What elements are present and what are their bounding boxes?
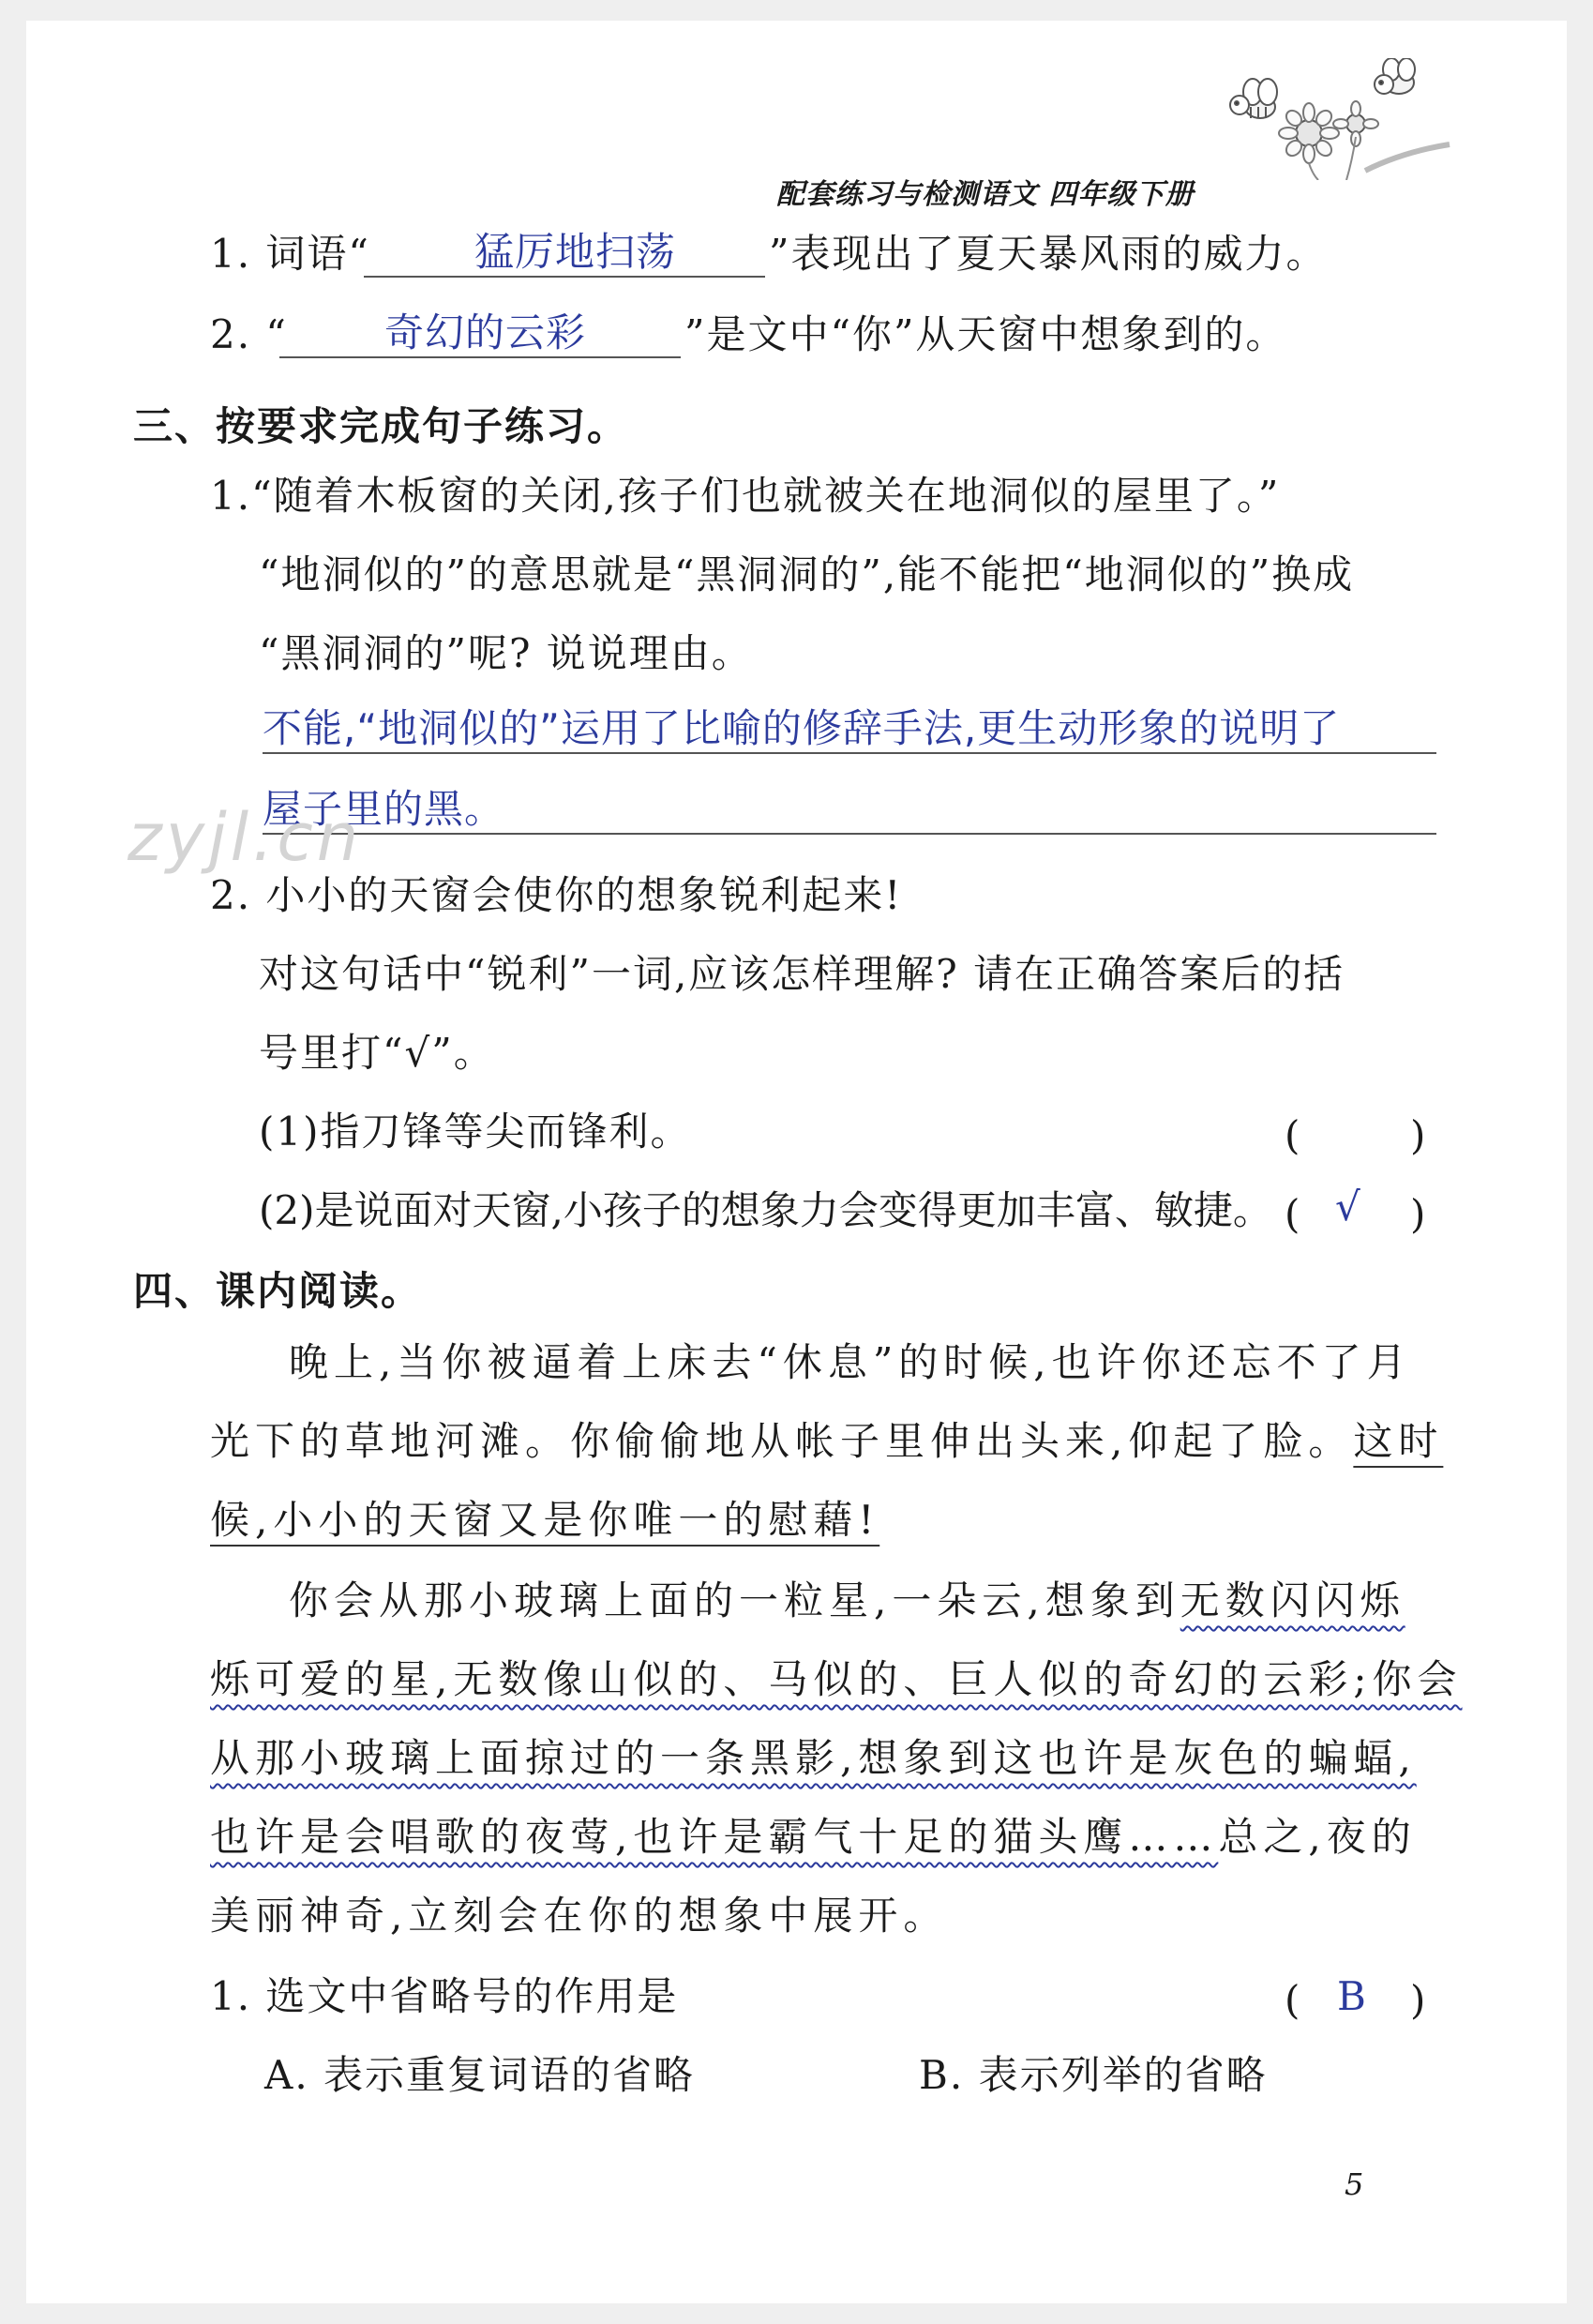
answer-blank-2	[279, 356, 681, 358]
fill-answer-2: 奇幻的云彩	[384, 309, 587, 355]
passage-p1-line3	[210, 1497, 880, 1543]
fill-answer-1: 猛厉地扫荡	[474, 229, 677, 275]
s3-q2-line3: 号里打“√”。	[259, 1030, 495, 1076]
fill-question-2-suffix: ”是文中“你”从天窗中想象到的。	[684, 311, 1287, 357]
passage-p2-line1-text: 你会从那小玻璃上面的一粒星,一朵云,想象到	[289, 1577, 1180, 1623]
passage-p2-line4	[210, 1814, 1417, 1860]
s4-q1-answer: B	[1337, 1973, 1367, 2019]
answer-line-1	[263, 752, 1436, 754]
option1-answer-bracket-close: )	[1410, 1112, 1426, 1158]
option2-check-mark: √	[1335, 1184, 1361, 1230]
passage-p2-line4-text: 总之,夜的	[1218, 1814, 1417, 1860]
wavy-underlined-start: 无数闪闪烁	[1180, 1577, 1405, 1623]
option1-answer-bracket: (	[1285, 1112, 1300, 1158]
s3-q1-line1: 1.“随着木板窗的关闭,孩子们也就被关在地洞似的屋里了。”	[210, 473, 1281, 519]
s3-q1-line3: “黑洞洞的”呢? 说说理由。	[259, 630, 753, 676]
s4-q1-bracket-close: )	[1410, 1977, 1426, 2023]
s4-q1-text: 1. 选文中省略号的作用是	[210, 1973, 679, 2019]
option2-answer-bracket-close: )	[1410, 1191, 1426, 1237]
fill-question-1-prefix: 1. 词语“	[210, 231, 370, 277]
passage-p1-line1: 晚上,当你被逼着上床去“休息”的时候,也许你还忘不了月	[289, 1339, 1412, 1385]
passage-p2-line5: 美丽神奇,立刻会在你的想象中展开。	[210, 1893, 949, 1939]
s4-q1-option-b: B. 表示列举的省略	[919, 2052, 1268, 2098]
s3-q2-line2: 对这句话中“锐利”一词,应该怎样理解? 请在正确答案后的括	[259, 951, 1345, 997]
section-4-heading: 四、课内阅读。	[133, 1268, 423, 1314]
s3-q2-option2: (2)是说面对天窗,小孩子的想象力会变得更加丰富、敏捷。	[259, 1187, 1272, 1233]
page-number: 5	[1345, 2166, 1364, 2202]
fill-question-2-prefix: 2. “	[210, 311, 288, 357]
passage-p1-line2	[210, 1418, 1444, 1464]
wavy-underlined-line2: 烁可爱的星,无数像山似的、马似的、巨人似的奇幻的云彩;你会	[210, 1656, 1463, 1702]
underlined-sentence-start: 这时	[1353, 1418, 1444, 1464]
watermark: zyjl.cn	[128, 799, 363, 876]
passage-p2-line3	[210, 1735, 1417, 1781]
header-title: 配套练习与检测语文 四年级下册	[776, 178, 1195, 211]
underlined-sentence-end: 候,小小的天窗又是你唯一的慰藉!	[210, 1497, 880, 1543]
answer-line-2	[263, 833, 1436, 835]
workbook-page	[26, 21, 1567, 2303]
option2-answer-bracket: (	[1285, 1191, 1300, 1237]
answer-blank-1	[364, 276, 765, 278]
fill-question-1-suffix: ”表现出了夏天暴风雨的威力。	[769, 231, 1328, 277]
wavy-underlined-line3: 从那小玻璃上面掠过的一条黑影,想象到这也许是灰色的蝙蝠,	[210, 1735, 1417, 1781]
bee-flower-icon	[1215, 58, 1459, 180]
section-3-heading: 三、按要求完成句子练习。	[133, 403, 629, 449]
s3-q2-option1: (1)指刀锋等尖而锋利。	[259, 1109, 692, 1154]
passage-p1-line2-text: 光下的草地河滩。你偷偷地从帐子里伸出头来,仰起了脸。	[210, 1418, 1354, 1464]
passage-p2-line2	[210, 1656, 1463, 1702]
s3-q1-answer-line1: 不能,“地洞似的”运用了比喻的修辞手法,更生动形象的说明了	[263, 705, 1341, 751]
wavy-underlined-line4: 也许是会唱歌的夜莺,也许是霸气十足的猫头鹰……	[210, 1814, 1219, 1860]
passage-p2-line1	[289, 1577, 1405, 1623]
s4-q1-option-a: A. 表示重复词语的省略	[264, 2052, 696, 2098]
s3-q1-line2: “地洞似的”的意思就是“黑洞洞的”,能不能把“地洞似的”换成	[259, 551, 1355, 597]
s4-q1-bracket: (	[1285, 1977, 1300, 2023]
s3-q2-line1: 2. 小小的天窗会使你的想象锐利起来!	[210, 872, 903, 918]
s3-q1-answer-line2: 屋子里的黑。	[263, 786, 505, 832]
